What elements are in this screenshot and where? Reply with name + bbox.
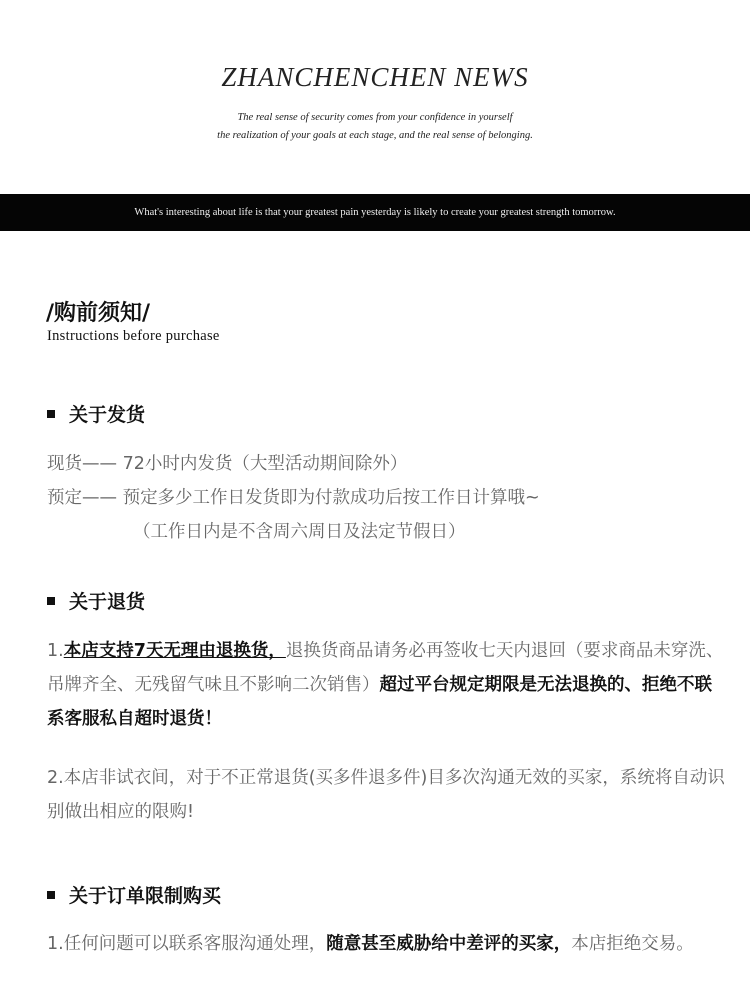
shipping-line-preorder: 预定—— 预定多少工作日发货即为付款成功后按工作日计算哦~: [47, 488, 540, 508]
returns-heading-label: 关于退货: [69, 591, 146, 613]
brand-title: ZHANCHENCHEN NEWS: [221, 62, 529, 92]
tagline-line-2: the realization of your goals at each stage, and the real sense of belonging.: [217, 130, 533, 141]
returns-paragraph-2: 2.本店非试衣间，对于不正常退货(买多件退多件)目多次沟通无效的买家，系统将自动识别做出相应的限购!: [47, 768, 725, 822]
shipping-heading: [47, 400, 145, 427]
returns-heading: [47, 587, 145, 614]
returns-p1-conditions: 退换货商品请务必再签收七天内退回（要求商品未穿洗、吊牌齐全、无残留气味且不影响二次销售）: [47, 641, 724, 695]
section-title: /购前须知/: [46, 301, 151, 326]
orders-p1-prefix: 1.任何问题可以联系客服沟通处理，: [47, 934, 327, 954]
shipping-heading-label: 关于发货: [69, 404, 146, 426]
bullet-square-icon: [47, 410, 55, 418]
bullet-square-icon: [47, 597, 55, 605]
shipping-line-note: [47, 515, 727, 549]
returns-p1-prefix: 1.: [47, 641, 64, 661]
orders-p1-suffix: 本店拒绝交易。: [571, 934, 694, 954]
orders-p1-warning: 随意甚至威胁给中差评的买家，: [326, 934, 572, 954]
bullet-square-icon: [47, 891, 55, 899]
returns-p1-policy: 本店支持7天无理由退换货，: [63, 641, 286, 661]
tagline-line-1: The real sense of security comes from your confidence in yourself: [237, 112, 513, 123]
returns-p1-warning: 超过平台规定期限是无法退换的、拒绝不联系客服私自超时退货！: [47, 675, 712, 729]
orders-heading: [47, 881, 221, 908]
quote-banner: What's interesting about life is that your greatest pain yesterday is likely to create your greatest strength tomorrow.: [0, 194, 750, 231]
shipping-line-stock: 现货—— 72小时内发货（大型活动期间除外）: [47, 454, 408, 474]
orders-paragraph-1: [47, 927, 747, 961]
section-subtitle: Instructions before purchase: [47, 328, 220, 344]
orders-heading-label: 关于订单限制购买: [69, 885, 222, 907]
returns-paragraph-1: [47, 634, 727, 736]
shipping-note-text: （工作日内是不含周六周日及法定节假日）: [133, 522, 466, 542]
